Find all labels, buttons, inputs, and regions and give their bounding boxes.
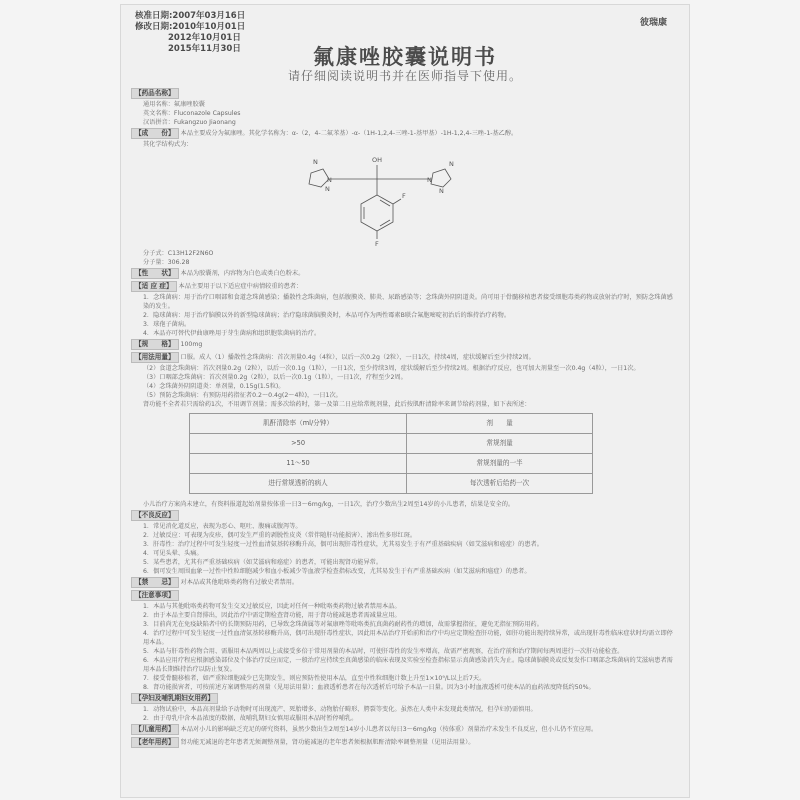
renal-dosage-table — [189, 413, 593, 494]
mol-atom-label: F — [375, 240, 379, 247]
table-cell: 进行常规透析的病人 — [190, 474, 407, 494]
precaution-item: 6．本品应用疗程应根据感染部位及个体治疗反应而定，一般治疗应持续至真菌感染的临床表现及实验室检查指标显示真菌感染消失为止。隐球菌脑膜炎或反复发作口咽部念珠菌病的艾滋病患者需用本品长期维持治疗以防止复发。 — [143, 657, 673, 673]
table-cell: 每次透析后给药一次 — [407, 474, 593, 494]
section-header-adverse: 【不良反应】 — [131, 510, 179, 521]
adverse-item: 2．过敏反应：可表现为皮疹，偶可发生严重的剥脱性皮炎（常伴随肝功能损害）、渗出性多形红斑。 — [143, 532, 417, 539]
precaution-item: 1．本品与其他吡咯类药物可发生交叉过敏反应，因此对任何一种吡咯类药物过敏者禁用本品。 — [143, 603, 401, 610]
dosage-intro: 口服。成人（1）播散性念珠菌病：首次剂量0.4g（4粒），以后一次0.2g（2粒），一日1次，持续4周，症状缓解后至少持续2周。 — [180, 354, 535, 361]
table-row — [190, 434, 593, 454]
leaflet-page — [120, 4, 690, 798]
section-header-contraindications: 【禁 忌】 — [131, 577, 179, 588]
section-header-indications: 【适 应 症】 — [131, 281, 177, 292]
chemical-structure-diagram — [131, 151, 679, 247]
mol-atom-label: N — [439, 187, 444, 195]
mol-atom-label: N — [449, 160, 454, 168]
table-cell: 常规剂量的一半 — [407, 454, 593, 474]
contraindications-text: 对本品或其他吡咯类药物有过敏史者禁用。 — [180, 579, 299, 586]
dosage-item: 肾功能不全者若只需给药1次，不用调节剂量；需多次给药时，第一及第二日应给常规剂量，此后按肌酐清除率来调节给药剂量，如下表所述： — [143, 401, 531, 408]
drug-name-line: 汉语拼音：Fukangzuo Jiaonang — [143, 119, 236, 126]
precaution-item: 5．本品与肝毒性药物合用、需服用本品两周以上或接受多倍于常用剂量的本品时，可使肝毒性的发生率增高，故需严密观察，在治疗前和治疗期间每两周进行一次肝功能检查。 — [143, 648, 624, 655]
document-title: 氟康唑胶囊说明书 — [313, 45, 497, 69]
table-cell: 11～50 — [190, 454, 407, 474]
elderly-text: 肾功能无减退的老年患者无须调整剂量，肾功能减退的老年患者须根据肌酐清除率调整剂量（见用法用量）。 — [180, 739, 475, 746]
composition-text: 本品主要成分为氟康唑。其化学名称为：α-（2，4-二氟苯基）-α-（1H-1,2,4-三唑-1-基甲基）-1H-1,2,4-三唑-1-基乙醇。 — [180, 130, 518, 137]
precaution-item: 4．治疗过程中可发生轻度一过性血清氨基转移酶升高，偶可出现肝毒性症状，因此用本品治疗开始前和治疗中均应定期检查肝功能，如肝功能出现持续异常，或出现肝毒性临床症状时均需立即停用本品。 — [143, 630, 673, 646]
section-header-pregnancy: 【孕妇及哺乳期妇女用药】 — [131, 693, 218, 704]
section-header-strength: 【规 格】 — [131, 339, 179, 350]
dosage-item: （4）念珠菌外阴阴道炎：单剂量，0.15g(1.5粒)。 — [143, 383, 285, 390]
table-header-cell: 肌酐清除率（ml/分钟） — [190, 414, 407, 434]
adverse-item: 6．偶可发生周围血象一过性中性粒细胞减少和血小板减少等血液学检查指标改变，尤其易发生于有严重基础疾病（如艾滋病和癌症）的患者。 — [143, 568, 531, 575]
table-row — [190, 474, 593, 494]
indication-item: 2．隐球菌病：用于治疗脑膜以外的新型隐球菌病；治疗隐球菌脑膜炎时，本品可作为两性霉素B联合氟胞嘧啶初治后的维持治疗药物。 — [143, 312, 511, 319]
adverse-item: 1．常见消化道反应，表现为恶心、呕吐、腹痛或腹泻等。 — [143, 523, 302, 530]
pediatric-dosage-note: 小儿治疗方案尚未建立，有资料报道起始剂量按体重一日3～6mg/kg，一日1次，治疗少数出生2周至14岁的小儿患者，结果是安全的。 — [143, 501, 515, 508]
brand-name: 彼瑞康 — [639, 18, 667, 28]
strength-text: 100mg — [180, 341, 203, 348]
revision-date: 2012年10月01日 — [168, 33, 241, 43]
section-header-composition: 【成 份】 — [131, 128, 179, 139]
molecular-formula: 分子式：C13H12F2N6O — [143, 250, 214, 257]
section-header-properties: 【性 状】 — [131, 268, 179, 279]
section-header-drug-name: 【药品名称】 — [131, 88, 179, 99]
pregnancy-item: 1．动物试验中，本品高剂量给予动物时可出现流产、死胎增多、动物胎仔畸形、腭裂等变化。虽然在人类中未发现此类情况，但孕妇仍需慎用。 — [143, 706, 537, 713]
adverse-item: 5．某些患者，尤其有严重基础疾病（如艾滋病和癌症）的患者，可能出现肾功能异常。 — [143, 559, 383, 566]
pediatric-text: 本品对小儿的影响缺乏充足的研究资料，虽然少数出生2周至14岁小儿患者以每日3～6mg/kg（按体重）剂量治疗未发生不良反应，但小儿仍不宜应用。 — [180, 726, 598, 733]
dosage-item: （5）预防念珠菌病：有预防用药指征者0.2～0.4g(2～4粒)，一日1次。 — [143, 392, 342, 399]
revision-date: 修改日期:2010年10月01日 — [135, 22, 246, 32]
indication-item: 3．球孢子菌病。 — [143, 321, 191, 328]
mol-atom-label: F — [402, 192, 406, 200]
document-body — [131, 87, 679, 749]
table-row — [190, 454, 593, 474]
dosage-item: （2）食道念珠菌病：首次剂量0.2g（2粒），以后一次0.1g（1粒），一日1次，至少持续3周，症状缓解后至少持续2周。根据治疗反应，也可加大剂量至一次0.4g（4粒），一日1次。 — [143, 365, 640, 372]
mol-atom-label: OH — [372, 156, 383, 164]
document-subtitle: 请仔细阅读说明书并在医师指导下使用。 — [287, 69, 522, 83]
adverse-item: 4．可见头晕、头痛。 — [143, 550, 203, 557]
mol-atom-label: N — [327, 176, 332, 184]
indication-item: 1．念珠菌病：用于治疗口咽部和食道念珠菌感染；播散性念珠菌病，包括腹膜炎、肺炎、尿路感染等；念珠菌外阴阴道炎。尚可用于骨髓移植患者接受细胞毒类药物或放射治疗时，预防念珠菌感染的发生。 — [143, 294, 673, 310]
adverse-item: 3．肝毒性：治疗过程中可发生轻度一过性血清氨基转移酶升高，偶可出现肝毒性症状，尤其易发生于有严重基础疾病（如艾滋病和癌症）的患者。 — [143, 541, 543, 548]
indications-intro: 本品主要用于以下适应症中病情较重的患者： — [178, 283, 303, 290]
drug-name-line: 通用名称：氟康唑胶囊 — [143, 101, 205, 108]
mol-atom-label: N — [313, 158, 318, 166]
molecular-weight: 分子量：306.28 — [143, 259, 190, 266]
table-header-row — [190, 414, 593, 434]
table-cell: 常规剂量 — [407, 434, 593, 454]
precaution-item: 8．肾功能损害者，可按前述方案调整用药剂量（见用法用量）；血液透析患者在每次透析后可给予本品一日量。因为3小时血液透析可使本品的血药浓度降低约50%。 — [143, 684, 595, 691]
table-header-cell: 剂 量 — [407, 414, 593, 434]
drug-name-line: 英文名称：Fluconazole Capsules — [143, 110, 241, 117]
precaution-item: 2．由于本品主要自肾排出，因此治疗中需定期检查肾功能，用于肾功能减退患者需减量应用。 — [143, 612, 401, 619]
mol-atom-label: N — [325, 185, 330, 193]
section-header-pediatric: 【儿童用药】 — [131, 724, 179, 735]
fluconazole-structure-svg — [131, 151, 679, 247]
section-header-elderly: 【老年用药】 — [131, 737, 179, 748]
revision-date: 2015年11月30日 — [168, 44, 241, 54]
precaution-item: 3．目前尚无在免疫缺陷者中的长期预防用药，已导致念珠菌属等对氟康唑等吡咯类抗真菌药耐药性的增加，故需掌握指征，避免无指征预防用药。 — [143, 621, 543, 628]
approval-date: 核准日期:2007年03月16日 — [135, 11, 246, 21]
structure-label: 其化学结构式为： — [143, 141, 193, 148]
pregnancy-item: 2．由于母乳中含本品浓度的数据，故哺乳期妇女慎用或服用本品时暂停哺乳。 — [143, 715, 358, 722]
indication-item: 4．本品亦可替代伊曲康唑用于芽生菌病和组织胞浆菌病的治疗。 — [143, 330, 321, 337]
precaution-item: 7．接受骨髓移植者，如严重粒细胞减少已先期发生，则应预防性使用本品，直至中性粒细胞计数上升至1×10⁹/L以上后7天。 — [143, 675, 486, 682]
table-cell: >50 — [190, 434, 407, 454]
section-header-dosage: 【用法用量】 — [131, 352, 179, 363]
dosage-item: （3）口咽部念珠菌病：首次剂量0.2g（2粒），以后一次0.1g（1粒），一日1次，疗程至少2周。 — [143, 374, 407, 381]
properties-text: 本品为胶囊剂，内容物为白色或类白色粉末。 — [180, 270, 305, 277]
section-header-precautions: 【注意事项】 — [131, 590, 179, 601]
mol-atom-label: N — [427, 176, 432, 184]
